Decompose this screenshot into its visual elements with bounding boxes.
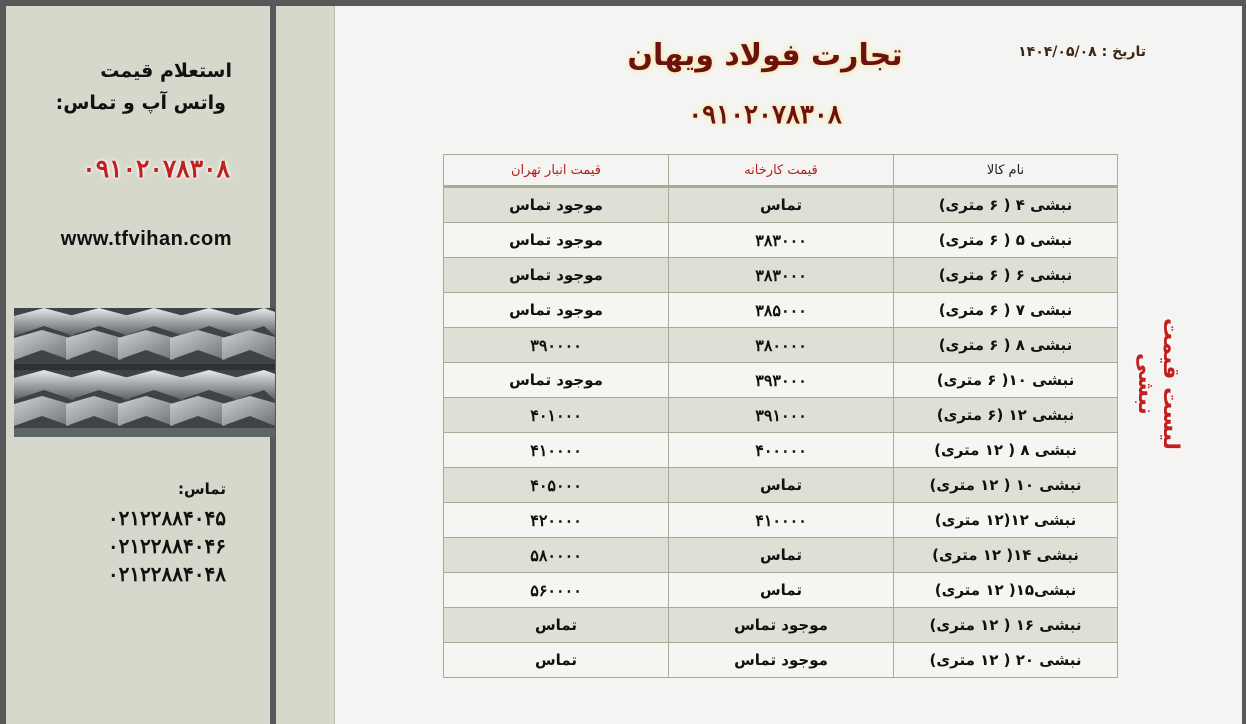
warehouse-price-cell: ۴۰۱۰۰۰ <box>444 398 669 433</box>
table-header-row <box>444 155 1118 187</box>
product-name-cell: نبشی ۱۲ (۶ متری) <box>894 398 1118 433</box>
table-row <box>444 468 1118 503</box>
factory-price-cell: ۴۱۰۰۰۰ <box>669 503 894 538</box>
product-name-cell: نبشی ۴ ( ۶ متری) <box>894 187 1118 223</box>
price-date: تاریخ : ۱۴۰۴/۰۵/۰۸ <box>1018 44 1146 60</box>
table-row <box>444 433 1118 468</box>
warehouse-price-cell: تماس <box>444 608 669 643</box>
contact-phone-2[interactable]: ۰۲۱۲۲۸۸۴۰۴۶ <box>107 534 226 558</box>
warehouse-price-cell: موجود تماس <box>444 363 669 398</box>
header-tehran-warehouse-price: قیمت انبار تهران <box>444 155 669 187</box>
table-row <box>444 258 1118 293</box>
factory-price-cell: تماس <box>669 187 894 223</box>
factory-price-cell: ۳۸۳۰۰۰ <box>669 223 894 258</box>
window-frame-right <box>1242 0 1246 724</box>
warehouse-price-cell: موجود تماس <box>444 293 669 328</box>
warehouse-price-cell: ۵۸۰۰۰۰ <box>444 538 669 573</box>
warehouse-price-cell: ۴۰۵۰۰۰ <box>444 468 669 503</box>
table-row <box>444 608 1118 643</box>
factory-price-cell: تماس <box>669 538 894 573</box>
product-name-cell: نبشی ۸ ( ۱۲ متری) <box>894 433 1118 468</box>
warehouse-price-cell: تماس <box>444 643 669 678</box>
product-name-cell: نبشی ۱۰ ( ۱۲ متری) <box>894 468 1118 503</box>
product-name-cell: نبشی ۶ ( ۶ متری) <box>894 258 1118 293</box>
product-name-cell: نبشی ۸ ( ۶ متری) <box>894 328 1118 363</box>
product-name-cell: نبشی ۷ ( ۶ متری) <box>894 293 1118 328</box>
header-phone[interactable]: ۰۹۱۰۲۰۷۸۳۰۸ <box>688 100 842 130</box>
table-row <box>444 643 1118 678</box>
product-name-cell: نبشی ۱۰( ۶ متری) <box>894 363 1118 398</box>
table-row <box>444 328 1118 363</box>
product-name-cell: نبشی ۱۲(۱۲ متری) <box>894 503 1118 538</box>
warehouse-price-cell: موجود تماس <box>444 258 669 293</box>
warehouse-price-cell: ۴۲۰۰۰۰ <box>444 503 669 538</box>
product-name-cell: نبشی ۲۰ ( ۱۲ متری) <box>894 643 1118 678</box>
sidebar-phone[interactable]: ۰۹۱۰۲۰۷۸۳۰۸ <box>82 154 230 183</box>
price-table <box>443 154 1118 678</box>
table-row <box>444 538 1118 573</box>
factory-price-cell: ۳۸۵۰۰۰ <box>669 293 894 328</box>
factory-price-cell: ۳۹۱۰۰۰ <box>669 398 894 433</box>
table-row <box>444 293 1118 328</box>
contact-phone-1[interactable]: ۰۲۱۲۲۸۸۴۰۴۵ <box>107 506 226 530</box>
company-title: تجارت فولاد ویهان <box>627 38 903 73</box>
product-name-cell: نبشی ۱۴( ۱۲ متری) <box>894 538 1118 573</box>
factory-price-cell: موجود تماس <box>669 643 894 678</box>
table-row <box>444 503 1118 538</box>
table-row <box>444 573 1118 608</box>
steel-angles-photo <box>14 308 275 437</box>
table-row <box>444 187 1118 223</box>
factory-price-cell: ۴۰۰۰۰۰ <box>669 433 894 468</box>
table-row <box>444 398 1118 433</box>
factory-price-cell: ۳۸۰۰۰۰ <box>669 328 894 363</box>
table-row <box>444 223 1118 258</box>
factory-price-cell: ۳۹۳۰۰۰ <box>669 363 894 398</box>
website-link[interactable]: www.tfvihan.com <box>60 228 232 250</box>
product-name-cell: نبشی۱۵( ۱۲ متری) <box>894 573 1118 608</box>
warehouse-price-cell: ۴۱۰۰۰۰ <box>444 433 669 468</box>
contact-phone-3[interactable]: ۰۲۱۲۲۸۸۴۰۴۸ <box>107 562 226 586</box>
warehouse-price-cell: ۵۶۰۰۰۰ <box>444 573 669 608</box>
factory-price-cell: ۳۸۳۰۰۰ <box>669 258 894 293</box>
product-name-cell: نبشی ۵ ( ۶ متری) <box>894 223 1118 258</box>
contact-label: تماس: <box>177 480 226 498</box>
price-list-vertical-title: لیست قیمت نبشی <box>1133 318 1183 450</box>
factory-price-cell: تماس <box>669 468 894 503</box>
inquiry-subtitle: واتس آپ و تماس: <box>55 92 226 114</box>
header-factory-price: قیمت کارخانه <box>669 155 894 187</box>
product-name-cell: نبشی ۱۶ ( ۱۲ متری) <box>894 608 1118 643</box>
warehouse-price-cell: ۳۹۰۰۰۰ <box>444 328 669 363</box>
inquiry-title: استعلام قیمت <box>100 60 232 82</box>
warehouse-price-cell: موجود تماس <box>444 187 669 223</box>
factory-price-cell: موجود تماس <box>669 608 894 643</box>
header-product-name: نام کالا <box>894 155 1118 187</box>
factory-price-cell: تماس <box>669 573 894 608</box>
table-row <box>444 363 1118 398</box>
warehouse-price-cell: موجود تماس <box>444 223 669 258</box>
decorative-strip <box>276 6 335 724</box>
